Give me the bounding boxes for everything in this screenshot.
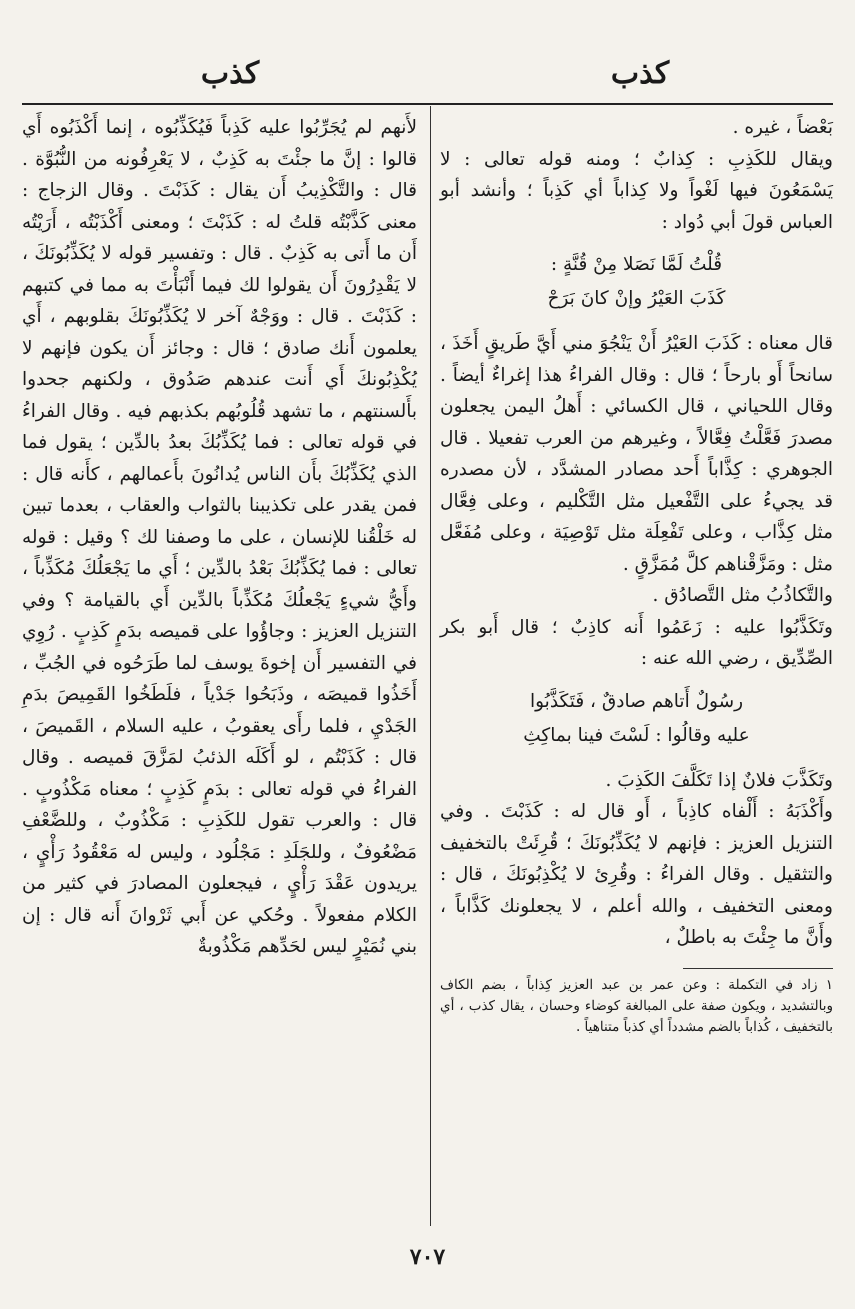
left-column <box>22 112 417 1222</box>
verse-line: رسُولٌ أَتاهم صادقٌ ، فَتَكَذَّبُوا <box>529 690 744 712</box>
paragraph: والتَّكاذُبُ مثل التَّصادُق . <box>652 585 833 606</box>
header-keyword-left: كذب <box>200 56 260 91</box>
header-keyword-right: كذب <box>610 56 670 91</box>
column-divider <box>430 106 431 1226</box>
verse-line: كَذَبَ العَيْرُ وإنْ كانَ بَرَحْ <box>547 288 726 309</box>
verse <box>440 685 833 753</box>
verse-line: قُلْتُ لَمَّا نَصَلا مِنْ قُنَّةٍ : <box>550 254 723 275</box>
paragraph: بَعْضاً ، غيره . <box>732 117 833 138</box>
footnote: ١ زاد في التكملة : وعن عمر بن عبد العزيز كِذاباً ، بضم الكاف وبالتشديد ، ويكون صفة على المبالغة كوضاء وحسان ، يقال كذب ، أي بالتخفيف ، كُذاباً بالضم مشدداً أي كذباً متناهياً . <box>440 976 833 1035</box>
page-number: ٧٠٧ <box>409 1244 446 1270</box>
header-rule <box>22 103 833 105</box>
right-column <box>440 112 833 1222</box>
paragraph: قال معناه : كَذَبَ العَيْرُ أَنْ يَنْجُوَ مني أَيَّ طَريقٍ أَخَذَ ، سانحاً أَو بارحاً ؛ قال : وقال الفراءُ هذا إغراءٌ أيضاً . وقال اللحياني ، قال الكسائي : أَهلُ اليمن يجعلون مصدرَ فَعَّلْتُ فِعَّالاً ، وغيرهم من العرب تفعيلا . قال الجوهري : كِذَّاباً أَحد مصادر المشدَّد ، لأن مصدره قد يجيءُ على التَّفْعيل مثل التَّكْليم ، وعلى فِعَّال مثل كِذَّاب ، وعلى تَفْعِلَة مثل تَوْصِيَة ، وعلى مُفَعَّل مثل : ومَزَّقْناهم كلَّ مُمَزَّقٍ . <box>440 333 833 575</box>
verse <box>440 248 833 316</box>
paragraph: لأَنهم لم يُجَرِّبُوا عليه كَذِباً فَيُكَذِّبُوه ، إنما أَكْذَبُوه أَي قالوا : إنَّ ما جئْتَ به كَذِبٌ ، لا يَعْرِفُونه من النُّبُوَّة . قال : والتَّكْذِيبُ أَن يقال : كَذَبْتَ . وقال الزجاج : معنى كَذَّبْتُه قلتُ له : كَذَبْتَ ؛ ومعنى أَكْذَبْتُه ، أَرَيْتُه أَن ما أَتى به كَذِبٌ . قال : وتفسير قوله لا يُكَذِّبُونَكَ ، لا يَقْدِرُونَ أَن يقولوا لك فيما أَنْبَأْتَ به مما في كتبهم : كَذَبْتَ . قال : ووَجْهٌ آخر لا يُكَذِّبُونَكَ بقلوبهم ، أَي يعلمون أَنك صادق ؛ قال : وجائز أَن يكون فإنهم لا يُكْذِبُونكَ أَي أَنت عندهم صَدُوق ، ولكنهم جحدوا بأَلسنتهم ، ما تشهد قُلُوبُهم بكذبهم فيه . وقال الفراءُ في قوله تعالى : فما يُكَذِّبُكَ بعدُ بالدِّين ؛ يقول فما الذي يُكَذِّبُكَ بأَن الناس يُدانُونَ بأَعمالهم ، كأَنه قال : فمن يقدر على تكذيبنا بالثواب والعقاب ، بعدما تبين له خَلْقُنا للإنسان ، على ما وصفنا لك ؟ وقيل : قوله تعالى : فما يُكَذِّبُكَ بَعْدُ بالدِّين ؛ أَي ما يَجْعَلُكَ مُكَذِّباً ، وأَيُّ شيءٍ يَجْعلُكَ مُكَذِّباً بالدِّين أَي بالقيامة ؟ وفي التنزيل العزيز : وجاؤُوا على قميصه بدَمٍ كَذِبٍ . رُوِي في التفسير أَن إخوةَ يوسف لما طَرَحُوه في الجُبِّ ، أَخَذُوا قميصَه ، وذَبَحُوا جَدْياً ، فلَطَخُوا القَمِيصَ بدَمِ الجَدْيِ ، فلما رأَى يعقوبُ ، عليه السلام ، القَميصَ ، قال : كَذَبْتُم ، لو أَكَلَه الذئبُ لمَزَّقَ قميصه . وقال الفراءُ في قوله تعالى : بدَمٍ كَذِبٍ ؛ معناه مَكْذُوبٍ . قال : والعرب تقول للكَذِبِ : مَكْذُوبٌ ، وللضَّعْفِ مَضْعُوفٌ ، وللجَلَدِ : مَجْلُود ، وليس له مَعْقُودُ رَأْيٍ ، يريدون عَقْدَ رَأْيٍ ، فيجعلون المصادرَ في كثير من الكلام مفعولاً . وحُكي عن أَبي ثَرْوانَ أَنه قال : إن بني نُمَيْرٍ ليس لحَدِّهم مَكْذُوبةٌ <box>22 117 417 957</box>
footnote-rule <box>683 968 833 969</box>
paragraph: وتَكَذَّبُوا عليه : زَعَمُوا أَنه كاذِبٌ ؛ قال أَبو بكر الصِّدِّيق ، رضي الله عنه : <box>440 616 833 669</box>
paragraph: وتَكَذَّبَ فلانٌ إذا تَكَلَّفَ الكَذِبَ . <box>605 769 833 791</box>
verse-line: عليه وقالُوا : لَسْتَ فينا بماكِثِ <box>523 724 750 746</box>
paragraph: وأَكْذَبَهُ : أَلْفاه كاذِباً ، أَو قال له : كَذَبْتَ . وفي التنزيل العزيز : فإنهم لا يُكَذِّبُونَكَ ؛ قُرِئَتْ بالتخفيف والتثقيل . وقال الفراءُ : وقُرِئ لا يُكْذِبُونَكَ ، قال : ومعنى التخفيف ، والله أعلم ، لا يجعلونك كَذَّاباً ، وأَنَّ ما جِئْتَ به باطلٌ ، <box>440 801 833 948</box>
paragraph: ويقال للكَذِبِ : كِذابٌ ؛ ومنه قوله تعالى : لا يَسْمَعُونَ فيها لَغْواً ولا كِذاباً أي كَذِباً ؛ وأنشد أبو العباس قولَ أبي دُواد : <box>440 148 833 233</box>
